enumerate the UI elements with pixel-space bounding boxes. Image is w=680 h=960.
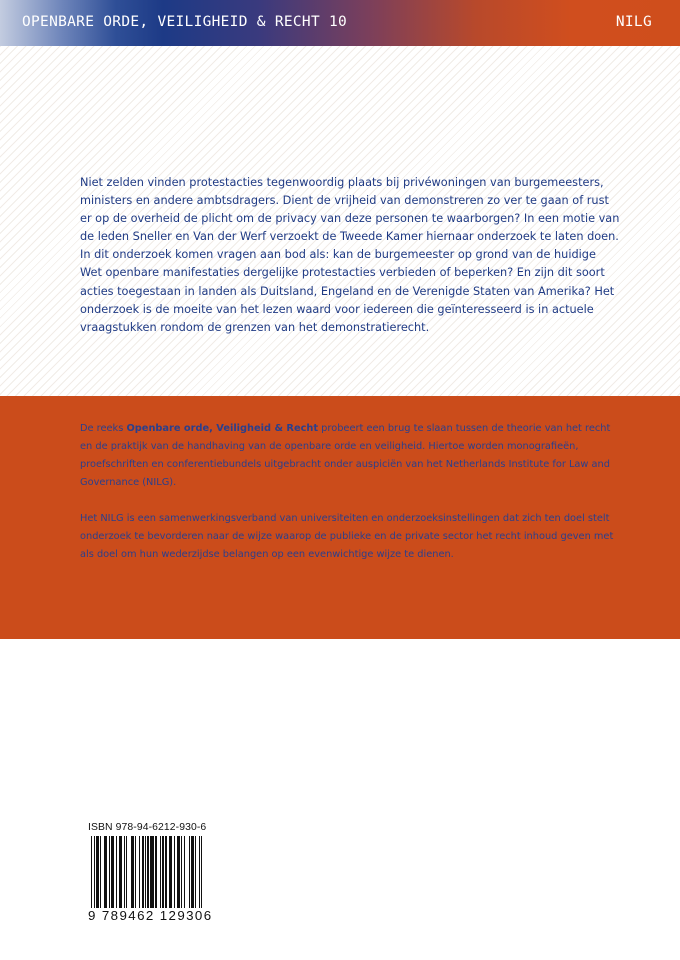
series-name: Openbare orde, Veiligheid & Recht bbox=[126, 423, 319, 434]
barcode-bar bbox=[111, 836, 114, 908]
series-info bbox=[80, 420, 625, 564]
publisher-name: NILG bbox=[615, 14, 652, 30]
barcode-bar bbox=[177, 836, 180, 908]
barcode-bar bbox=[145, 836, 146, 908]
barcode-bar bbox=[131, 836, 134, 908]
barcode-bar bbox=[96, 836, 99, 908]
barcode-bars bbox=[91, 836, 219, 908]
barcode-bar bbox=[169, 836, 173, 908]
series-title: OPENBARE ORDE, VEILIGHEID & RECHT 10 bbox=[22, 14, 348, 30]
barcode-block bbox=[88, 822, 218, 923]
series-description-intro: De reeks bbox=[80, 423, 127, 434]
barcode-bar bbox=[147, 836, 148, 908]
barcode-bar bbox=[160, 836, 161, 908]
barcode-bar bbox=[181, 836, 182, 908]
barcode-bar bbox=[116, 836, 117, 908]
barcode-bar bbox=[150, 836, 154, 908]
isbn-label: ISBN 978-94-6212-930-6 bbox=[88, 822, 207, 833]
barcode-bar bbox=[142, 836, 143, 908]
series-description-rest: probeert een brug te slaan tussen de theorie van het recht en de praktijk van de handhaving van de openbare orde en veiligheid. Hiertoe worden monografieën, proefschriften en conferentiebundels uitgebracht onder auspiciën van het Netherlands Institute for Law and Governance (NILG). bbox=[80, 423, 611, 488]
series-description bbox=[80, 420, 625, 492]
barcode-digits: 9 789462 129306 bbox=[88, 908, 213, 923]
barcode-bar bbox=[195, 836, 196, 908]
book-summary bbox=[80, 174, 620, 337]
barcode-bar bbox=[189, 836, 190, 908]
barcode-bar bbox=[124, 836, 125, 908]
barcode-bar bbox=[91, 836, 92, 908]
barcode-bar bbox=[100, 836, 101, 908]
barcode-bar bbox=[135, 836, 136, 908]
barcode-bar bbox=[109, 836, 110, 908]
barcode-bar bbox=[191, 836, 194, 908]
header-band bbox=[0, 0, 680, 46]
barcode-bar bbox=[155, 836, 158, 908]
nilg-description: Het NILG is een samenwerkingsverband van universiteiten en onderzoeksinstellingen dat zich ten doel stelt onderzoek te bevorderen naar de wijze waarop de publieke en de private sector het recht inhoud geven met als doel om hun wederzijdse belangen op een evenwichtige wijze te dienen. bbox=[80, 513, 614, 560]
barcode-bar bbox=[94, 836, 95, 908]
summary-paragraph: Niet zelden vinden protestacties tegenwoordig plaats bij privéwoningen van burgemeesters, ministers en andere ambtsdragers. Dient de vrijheid van demonstreren zo ver te gaan of rust er op de overheid de plicht om de privacy van deze personen te waarborgen? In een motie van de leden Sneller en Van der Werf verzoekt de Tweede Kamer hiernaar onderzoek te laten doen. In dit onderzoek komen vragen aan bod als: kan de burgemeester op grond van de huidige Wet openbare manifestaties dergelijke protestacties verbieden of beperken? En zijn dit soort acties toegestaan in landen als Duitsland, Engeland en de Verenigde Staten van Amerika? Het onderzoek is de moeite van het lezen waard voor iedereen die geïnteresseerd is in actuele vraagstukken rondom de grenzen van het demonstratierecht. bbox=[80, 176, 620, 334]
barcode-bar bbox=[199, 836, 200, 908]
barcode-bar bbox=[184, 836, 185, 908]
barcode-bar bbox=[174, 836, 175, 908]
barcode-bar bbox=[119, 836, 123, 908]
barcode-bar bbox=[165, 836, 168, 908]
barcode-bar bbox=[139, 836, 140, 908]
series-info-panel bbox=[0, 396, 680, 639]
barcode-bar bbox=[126, 836, 127, 908]
barcode-bar bbox=[162, 836, 163, 908]
barcode-bar bbox=[201, 836, 202, 908]
barcode-bar bbox=[104, 836, 108, 908]
